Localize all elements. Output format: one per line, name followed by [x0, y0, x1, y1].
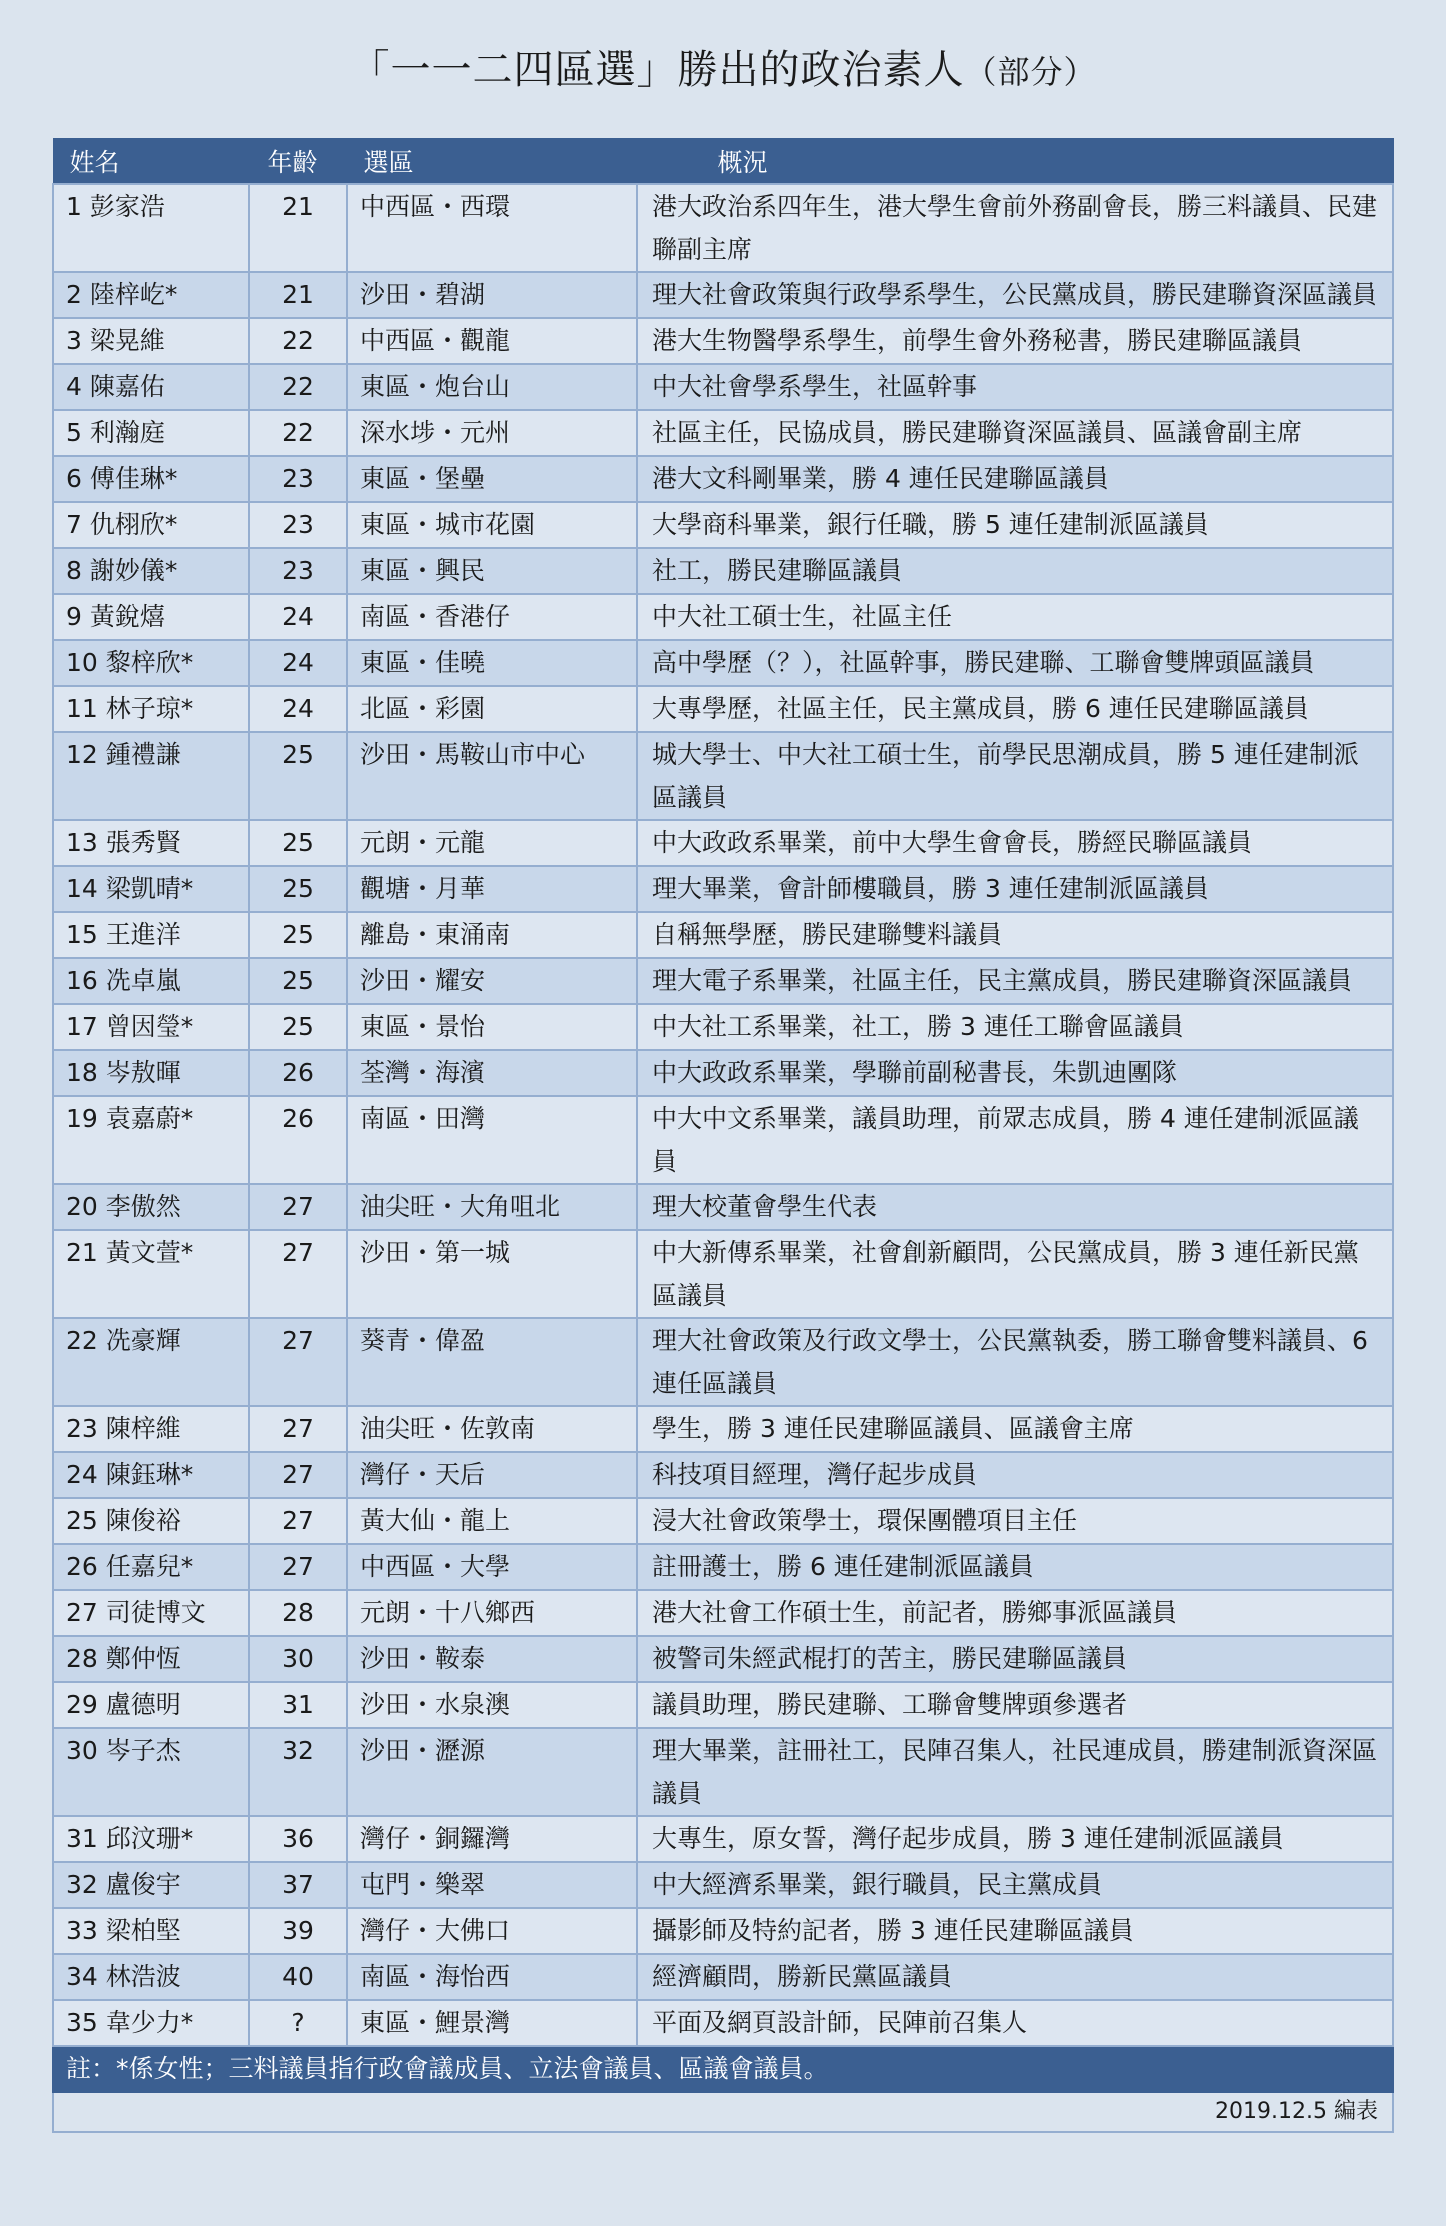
- candidates-table: [52, 138, 1394, 2133]
- cell-name: 26 任嘉兒*: [53, 1544, 249, 1590]
- title-main: 「一一二四區選」勝出的政治素人: [349, 47, 965, 93]
- cell-name: 18 岑敖暉: [53, 1050, 249, 1096]
- cell-name: 25 陳俊裕: [53, 1498, 249, 1544]
- header-name: 姓名: [53, 139, 249, 185]
- table-row: [53, 1230, 1393, 1318]
- table-row: [53, 686, 1393, 732]
- cell-overview: 港大社會工作碩士生，前記者，勝鄉事派區議員: [637, 1590, 1393, 1636]
- cell-age: ?: [249, 2000, 347, 2046]
- cell-age: 32: [249, 1728, 347, 1816]
- cell-name: 34 林浩波: [53, 1954, 249, 2000]
- cell-district: 屯門・樂翠: [347, 1862, 637, 1908]
- cell-district: 灣仔・銅鑼灣: [347, 1816, 637, 1862]
- cell-overview: 社區主任，民協成員，勝民建聯資深區議員、區議會副主席: [637, 410, 1393, 456]
- cell-overview: 科技項目經理，灣仔起步成員: [637, 1452, 1393, 1498]
- table-row: [53, 456, 1393, 502]
- cell-overview: 港大政治系四年生，港大學生會前外務副會長，勝三料議員、民建聯副主席: [637, 184, 1393, 272]
- cell-overview: 浸大社會政策學士，環保團體項目主任: [637, 1498, 1393, 1544]
- cell-district: 沙田・鞍泰: [347, 1636, 637, 1682]
- cell-age: 26: [249, 1050, 347, 1096]
- cell-district: 東區・堡壘: [347, 456, 637, 502]
- cell-district: 深水埗・元州: [347, 410, 637, 456]
- table-row: [53, 1050, 1393, 1096]
- table-row: [53, 2000, 1393, 2046]
- cell-age: 27: [249, 1452, 347, 1498]
- cell-name: 17 曾因瑩*: [53, 1004, 249, 1050]
- cell-age: 23: [249, 502, 347, 548]
- cell-age: 30: [249, 1636, 347, 1682]
- cell-age: 37: [249, 1862, 347, 1908]
- cell-age: 24: [249, 686, 347, 732]
- cell-overview: 中大政政系畢業，前中大學生會會長，勝經民聯區議員: [637, 820, 1393, 866]
- header-district: 選區: [347, 139, 637, 185]
- cell-district: 元朗・十八鄉西: [347, 1590, 637, 1636]
- cell-district: 黃大仙・龍上: [347, 1498, 637, 1544]
- cell-district: 油尖旺・大角咀北: [347, 1184, 637, 1230]
- table-row: [53, 1862, 1393, 1908]
- cell-district: 南區・香港仔: [347, 594, 637, 640]
- cell-name: 7 仇栩欣*: [53, 502, 249, 548]
- table-row: [53, 184, 1393, 272]
- cell-name: 13 張秀賢: [53, 820, 249, 866]
- compiled-date: 2019.12.5 編表: [53, 2092, 1393, 2132]
- cell-district: 沙田・耀安: [347, 958, 637, 1004]
- cell-name: 29 盧德明: [53, 1682, 249, 1728]
- table-row: [53, 1728, 1393, 1816]
- cell-district: 中西區・觀龍: [347, 318, 637, 364]
- cell-overview: 港大文科剛畢業，勝 4 連任民建聯區議員: [637, 456, 1393, 502]
- cell-name: 1 彭家浩: [53, 184, 249, 272]
- table-row: [53, 1318, 1393, 1406]
- cell-name: 3 梁晃維: [53, 318, 249, 364]
- note-row: [53, 2046, 1393, 2092]
- cell-name: 2 陸梓屹*: [53, 272, 249, 318]
- cell-name: 5 利瀚庭: [53, 410, 249, 456]
- cell-age: 31: [249, 1682, 347, 1728]
- cell-age: 23: [249, 548, 347, 594]
- cell-overview: 中大中文系畢業，議員助理，前眾志成員，勝 4 連任建制派區議員: [637, 1096, 1393, 1184]
- table-row: [53, 820, 1393, 866]
- cell-overview: 理大社會政策及行政文學士，公民黨執委，勝工聯會雙料議員、6 連任區議員: [637, 1318, 1393, 1406]
- cell-overview: 自稱無學歷，勝民建聯雙料議員: [637, 912, 1393, 958]
- cell-overview: 城大學士、中大社工碩士生，前學民思潮成員，勝 5 連任建制派區議員: [637, 732, 1393, 820]
- table-row: [53, 1682, 1393, 1728]
- table-row: [53, 594, 1393, 640]
- cell-district: 元朗・元龍: [347, 820, 637, 866]
- table-row: [53, 1406, 1393, 1452]
- cell-name: 11 林子琼*: [53, 686, 249, 732]
- header-overview: 概況: [637, 139, 1393, 185]
- cell-age: 25: [249, 1004, 347, 1050]
- table-row: [53, 1544, 1393, 1590]
- cell-name: 27 司徒博文: [53, 1590, 249, 1636]
- cell-name: 35 韋少力*: [53, 2000, 249, 2046]
- cell-name: 21 黃文萱*: [53, 1230, 249, 1318]
- cell-district: 中西區・西環: [347, 184, 637, 272]
- cell-overview: 中大經濟系畢業，銀行職員，民主黨成員: [637, 1862, 1393, 1908]
- cell-overview: 理大電子系畢業，社區主任，民主黨成員，勝民建聯資深區議員: [637, 958, 1393, 1004]
- cell-overview: 高中學歷（？），社區幹事，勝民建聯、工聯會雙牌頭區議員: [637, 640, 1393, 686]
- cell-name: 19 袁嘉蔚*: [53, 1096, 249, 1184]
- cell-name: 8 謝妙儀*: [53, 548, 249, 594]
- cell-age: 25: [249, 820, 347, 866]
- cell-name: 33 梁柏堅: [53, 1908, 249, 1954]
- table-row: [53, 640, 1393, 686]
- table-body: [53, 184, 1393, 2046]
- cell-name: 23 陳梓維: [53, 1406, 249, 1452]
- cell-name: 22 冼豪輝: [53, 1318, 249, 1406]
- cell-name: 32 盧俊宇: [53, 1862, 249, 1908]
- cell-age: 39: [249, 1908, 347, 1954]
- cell-overview: 中大社會學系學生，社區幹事: [637, 364, 1393, 410]
- cell-district: 沙田・碧湖: [347, 272, 637, 318]
- title-sub: （部分）: [964, 53, 1097, 91]
- cell-name: 20 李傲然: [53, 1184, 249, 1230]
- table-row: [53, 912, 1393, 958]
- cell-age: 24: [249, 594, 347, 640]
- cell-age: 25: [249, 958, 347, 1004]
- table-row: [53, 318, 1393, 364]
- cell-overview: 理大校董會學生代表: [637, 1184, 1393, 1230]
- table-row: [53, 364, 1393, 410]
- cell-name: 4 陳嘉佑: [53, 364, 249, 410]
- cell-overview: 理大畢業，會計師樓職員，勝 3 連任建制派區議員: [637, 866, 1393, 912]
- cell-district: 中西區・大學: [347, 1544, 637, 1590]
- cell-overview: 理大社會政策與行政學系學生，公民黨成員，勝民建聯資深區議員: [637, 272, 1393, 318]
- cell-district: 東區・城市花園: [347, 502, 637, 548]
- cell-district: 荃灣・海濱: [347, 1050, 637, 1096]
- cell-district: 東區・鯉景灣: [347, 2000, 637, 2046]
- cell-name: 6 傅佳琳*: [53, 456, 249, 502]
- cell-name: 15 王進洋: [53, 912, 249, 958]
- cell-age: 22: [249, 318, 347, 364]
- cell-overview: 中大新傳系畢業，社會創新顧問，公民黨成員，勝 3 連任新民黨區議員: [637, 1230, 1393, 1318]
- cell-name: 28 鄭仲恆: [53, 1636, 249, 1682]
- cell-name: 9 黃銳熺: [53, 594, 249, 640]
- cell-age: 25: [249, 866, 347, 912]
- table-row: [53, 958, 1393, 1004]
- cell-name: 24 陳鈺琳*: [53, 1452, 249, 1498]
- table-row: [53, 1004, 1393, 1050]
- cell-overview: 註冊護士，勝 6 連任建制派區議員: [637, 1544, 1393, 1590]
- cell-overview: 攝影師及特約記者，勝 3 連任民建聯區議員: [637, 1908, 1393, 1954]
- cell-district: 沙田・馬鞍山市中心: [347, 732, 637, 820]
- cell-overview: 平面及網頁設計師，民陣前召集人: [637, 2000, 1393, 2046]
- cell-name: 10 黎梓欣*: [53, 640, 249, 686]
- table-row: [53, 1184, 1393, 1230]
- cell-age: 26: [249, 1096, 347, 1184]
- cell-age: 27: [249, 1544, 347, 1590]
- cell-overview: 理大畢業，註冊社工，民陣召集人，社民連成員，勝建制派資深區議員: [637, 1728, 1393, 1816]
- cell-district: 沙田・第一城: [347, 1230, 637, 1318]
- cell-district: 東區・興民: [347, 548, 637, 594]
- table-row: [53, 410, 1393, 456]
- cell-overview: 大學商科畢業，銀行任職，勝 5 連任建制派區議員: [637, 502, 1393, 548]
- cell-overview: 議員助理，勝民建聯、工聯會雙牌頭參選者: [637, 1682, 1393, 1728]
- cell-age: 27: [249, 1498, 347, 1544]
- table-row: [53, 502, 1393, 548]
- table-row: [53, 1498, 1393, 1544]
- cell-district: 灣仔・天后: [347, 1452, 637, 1498]
- footer-row: [53, 2092, 1393, 2132]
- table-row: [53, 1590, 1393, 1636]
- table-row: [53, 1816, 1393, 1862]
- cell-district: 南區・海怡西: [347, 1954, 637, 2000]
- cell-district: 北區・彩園: [347, 686, 637, 732]
- cell-age: 24: [249, 640, 347, 686]
- table-row: [53, 866, 1393, 912]
- cell-overview: 中大社工系畢業，社工，勝 3 連任工聯會區議員: [637, 1004, 1393, 1050]
- table-row: [53, 1096, 1393, 1184]
- cell-age: 25: [249, 732, 347, 820]
- cell-name: 14 梁凱晴*: [53, 866, 249, 912]
- cell-age: 27: [249, 1406, 347, 1452]
- cell-district: 離島・東涌南: [347, 912, 637, 958]
- table-note: 註：*係女性；三料議員指行政會議成員、立法會議員、區議會議員。: [53, 2046, 1393, 2092]
- cell-district: 灣仔・大佛口: [347, 1908, 637, 1954]
- cell-age: 21: [249, 272, 347, 318]
- cell-age: 40: [249, 1954, 347, 2000]
- cell-district: 油尖旺・佐敦南: [347, 1406, 637, 1452]
- cell-overview: 大專生，原女誓，灣仔起步成員，勝 3 連任建制派區議員: [637, 1816, 1393, 1862]
- cell-age: 22: [249, 364, 347, 410]
- cell-district: 沙田・水泉澳: [347, 1682, 637, 1728]
- cell-district: 葵青・偉盈: [347, 1318, 637, 1406]
- cell-age: 21: [249, 184, 347, 272]
- cell-age: 28: [249, 1590, 347, 1636]
- cell-district: 沙田・瀝源: [347, 1728, 637, 1816]
- cell-age: 25: [249, 912, 347, 958]
- page-title: [0, 38, 1446, 95]
- cell-overview: 經濟顧問，勝新民黨區議員: [637, 1954, 1393, 2000]
- cell-district: 觀塘・月華: [347, 866, 637, 912]
- cell-name: 12 鍾禮謙: [53, 732, 249, 820]
- cell-overview: 被警司朱經武棍打的苦主，勝民建聯區議員: [637, 1636, 1393, 1682]
- cell-name: 30 岑子杰: [53, 1728, 249, 1816]
- table-row: [53, 1908, 1393, 1954]
- table-row: [53, 1636, 1393, 1682]
- cell-overview: 社工，勝民建聯區議員: [637, 548, 1393, 594]
- cell-district: 東區・炮台山: [347, 364, 637, 410]
- cell-age: 23: [249, 456, 347, 502]
- header-age: 年齡: [249, 139, 347, 185]
- cell-district: 東區・景怡: [347, 1004, 637, 1050]
- cell-overview: 中大社工碩士生，社區主任: [637, 594, 1393, 640]
- cell-district: 南區・田灣: [347, 1096, 637, 1184]
- cell-age: 27: [249, 1184, 347, 1230]
- cell-overview: 港大生物醫學系學生，前學生會外務秘書，勝民建聯區議員: [637, 318, 1393, 364]
- cell-overview: 中大政政系畢業，學聯前副秘書長，朱凱迪團隊: [637, 1050, 1393, 1096]
- cell-name: 31 邱汶珊*: [53, 1816, 249, 1862]
- cell-age: 36: [249, 1816, 347, 1862]
- cell-name: 16 冼卓嵐: [53, 958, 249, 1004]
- table-row: [53, 548, 1393, 594]
- table-row: [53, 1954, 1393, 2000]
- cell-age: 27: [249, 1318, 347, 1406]
- table-row: [53, 1452, 1393, 1498]
- cell-age: 22: [249, 410, 347, 456]
- cell-overview: 大專學歷，社區主任，民主黨成員，勝 6 連任民建聯區議員: [637, 686, 1393, 732]
- table-header-row: [53, 139, 1393, 185]
- table-row: [53, 272, 1393, 318]
- table-row: [53, 732, 1393, 820]
- cell-overview: 學生，勝 3 連任民建聯區議員、區議會主席: [637, 1406, 1393, 1452]
- cell-district: 東區・佳曉: [347, 640, 637, 686]
- cell-age: 27: [249, 1230, 347, 1318]
